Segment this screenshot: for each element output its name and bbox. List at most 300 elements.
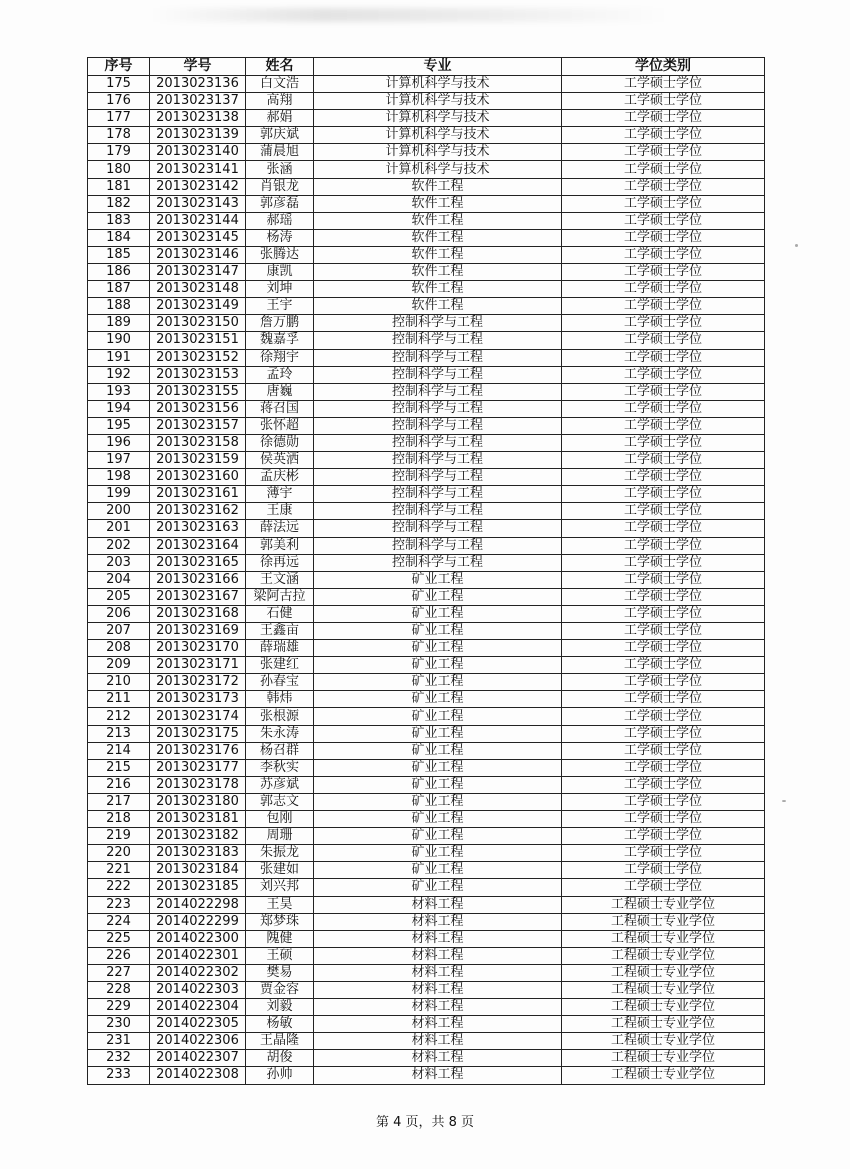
table-row [88,212,765,229]
table-row [88,93,765,110]
cell-degree-type: 工学硕士学位 [562,862,765,879]
cell-name: 胡俊 [246,1050,314,1067]
cell-student-id: 2014022299 [150,913,246,930]
table-row [88,537,765,554]
cell-serial: 195 [88,417,150,434]
cell-degree-type: 工学硕士学位 [562,161,765,178]
cell-major: 矿业工程 [314,605,562,622]
cell-student-id: 2013023173 [150,691,246,708]
table-row [88,469,765,486]
table-row [88,657,765,674]
cell-major: 控制科学与工程 [314,486,562,503]
table-row [88,349,765,366]
cell-name: 张建如 [246,862,314,879]
cell-student-id: 2013023149 [150,298,246,315]
table-row [88,400,765,417]
cell-degree-type: 工程硕士专业学位 [562,981,765,998]
cell-major: 材料工程 [314,1033,562,1050]
cell-degree-type: 工学硕士学位 [562,674,765,691]
cell-name: 郭志文 [246,793,314,810]
cell-student-id: 2014022303 [150,981,246,998]
cell-major: 矿业工程 [314,828,562,845]
cell-serial: 222 [88,879,150,896]
cell-serial: 207 [88,623,150,640]
cell-student-id: 2013023166 [150,571,246,588]
cell-major: 矿业工程 [314,742,562,759]
cell-degree-type: 工程硕士专业学位 [562,896,765,913]
cell-degree-type: 工程硕士专业学位 [562,1016,765,1033]
cell-name: 康凯 [246,264,314,281]
cell-name: 薛瑞雄 [246,640,314,657]
cell-serial: 226 [88,947,150,964]
cell-name: 蒲晨旭 [246,144,314,161]
cell-serial: 204 [88,571,150,588]
cell-name: 苏彦斌 [246,776,314,793]
cell-major: 材料工程 [314,947,562,964]
table-row [88,691,765,708]
cell-degree-type: 工学硕士学位 [562,537,765,554]
cell-name: 朱永涛 [246,725,314,742]
cell-degree-type: 工学硕士学位 [562,349,765,366]
cell-degree-type: 工学硕士学位 [562,588,765,605]
cell-degree-type: 工学硕士学位 [562,144,765,161]
cell-name: 王宇 [246,298,314,315]
scan-artifact [150,8,670,22]
table-row [88,640,765,657]
cell-serial: 200 [88,503,150,520]
table-row [88,1033,765,1050]
cell-name: 朱振龙 [246,845,314,862]
table-header-row [88,58,765,76]
cell-name: 郝瑶 [246,212,314,229]
cell-major: 材料工程 [314,1050,562,1067]
cell-major: 计算机科学与技术 [314,110,562,127]
cell-major: 矿业工程 [314,862,562,879]
table-row [88,896,765,913]
cell-degree-type: 工学硕士学位 [562,383,765,400]
cell-name: 樊易 [246,964,314,981]
cell-major: 矿业工程 [314,623,562,640]
cell-serial: 205 [88,588,150,605]
cell-degree-type: 工程硕士专业学位 [562,1050,765,1067]
table-row [88,999,765,1016]
cell-major: 矿业工程 [314,640,562,657]
cell-degree-type: 工学硕士学位 [562,332,765,349]
cell-degree-type: 工学硕士学位 [562,845,765,862]
table-row [88,605,765,622]
cell-serial: 182 [88,195,150,212]
cell-major: 矿业工程 [314,793,562,810]
table-row [88,554,765,571]
table-row [88,486,765,503]
cell-student-id: 2014022306 [150,1033,246,1050]
cell-name: 孟庆彬 [246,469,314,486]
cell-major: 计算机科学与技术 [314,144,562,161]
cell-name: 张涵 [246,161,314,178]
cell-name: 郭庆斌 [246,127,314,144]
table-row [88,913,765,930]
cell-name: 徐德勋 [246,434,314,451]
cell-major: 矿业工程 [314,691,562,708]
cell-major: 软件工程 [314,246,562,263]
scan-speck [782,800,786,802]
cell-degree-type: 工学硕士学位 [562,315,765,332]
table-row [88,1016,765,1033]
cell-serial: 209 [88,657,150,674]
cell-student-id: 2013023168 [150,605,246,622]
cell-serial: 219 [88,828,150,845]
cell-student-id: 2014022307 [150,1050,246,1067]
cell-degree-type: 工学硕士学位 [562,776,765,793]
cell-degree-type: 工学硕士学位 [562,691,765,708]
table-row [88,845,765,862]
cell-student-id: 2013023151 [150,332,246,349]
cell-major: 控制科学与工程 [314,400,562,417]
cell-student-id: 2013023163 [150,520,246,537]
cell-serial: 212 [88,708,150,725]
cell-name: 张建红 [246,657,314,674]
cell-serial: 178 [88,127,150,144]
cell-student-id: 2013023174 [150,708,246,725]
cell-name: 王硕 [246,947,314,964]
cell-degree-type: 工学硕士学位 [562,400,765,417]
table-row [88,674,765,691]
cell-name: 孟玲 [246,366,314,383]
cell-major: 软件工程 [314,298,562,315]
cell-student-id: 2013023165 [150,554,246,571]
table-row [88,725,765,742]
cell-serial: 218 [88,811,150,828]
cell-name: 魏嘉孚 [246,332,314,349]
cell-major: 矿业工程 [314,725,562,742]
table-row [88,144,765,161]
cell-student-id: 2013023145 [150,229,246,246]
cell-student-id: 2013023181 [150,811,246,828]
cell-serial: 233 [88,1067,150,1084]
cell-student-id: 2013023152 [150,349,246,366]
cell-serial: 179 [88,144,150,161]
table-row [88,1067,765,1084]
cell-major: 控制科学与工程 [314,537,562,554]
cell-degree-type: 工学硕士学位 [562,520,765,537]
cell-student-id: 2013023161 [150,486,246,503]
cell-major: 计算机科学与技术 [314,93,562,110]
cell-student-id: 2013023148 [150,281,246,298]
cell-student-id: 2013023143 [150,195,246,212]
cell-major: 矿业工程 [314,588,562,605]
cell-name: 郭彦磊 [246,195,314,212]
cell-major: 控制科学与工程 [314,315,562,332]
cell-name: 王鑫亩 [246,623,314,640]
table-row [88,161,765,178]
cell-degree-type: 工程硕士专业学位 [562,930,765,947]
cell-serial: 214 [88,742,150,759]
cell-serial: 191 [88,349,150,366]
cell-degree-type: 工学硕士学位 [562,366,765,383]
cell-name: 徐翔宇 [246,349,314,366]
table-row [88,366,765,383]
cell-degree-type: 工学硕士学位 [562,828,765,845]
table-row [88,110,765,127]
cell-degree-type: 工学硕士学位 [562,759,765,776]
cell-serial: 224 [88,913,150,930]
cell-name: 杨涛 [246,229,314,246]
table-row [88,981,765,998]
table-row [88,879,765,896]
cell-name: 孙春宝 [246,674,314,691]
table-row [88,930,765,947]
table-row [88,383,765,400]
cell-major: 软件工程 [314,195,562,212]
cell-major: 计算机科学与技术 [314,76,562,93]
cell-serial: 220 [88,845,150,862]
table-row [88,964,765,981]
cell-serial: 229 [88,999,150,1016]
cell-name: 王晶隆 [246,1033,314,1050]
table-row [88,1050,765,1067]
cell-student-id: 2014022301 [150,947,246,964]
table-row [88,434,765,451]
cell-degree-type: 工学硕士学位 [562,793,765,810]
cell-student-id: 2013023176 [150,742,246,759]
cell-name: 杨敏 [246,1016,314,1033]
cell-degree-type: 工学硕士学位 [562,264,765,281]
cell-serial: 217 [88,793,150,810]
cell-name: 刘兴邦 [246,879,314,896]
cell-student-id: 2014022298 [150,896,246,913]
cell-major: 软件工程 [314,229,562,246]
cell-degree-type: 工学硕士学位 [562,486,765,503]
cell-name: 薛法远 [246,520,314,537]
cell-serial: 183 [88,212,150,229]
table-row [88,195,765,212]
cell-student-id: 2013023162 [150,503,246,520]
cell-major: 控制科学与工程 [314,503,562,520]
page-number: 第 4 页，共 8 页 [375,1115,475,1130]
cell-name: 白文浩 [246,76,314,93]
cell-major: 材料工程 [314,1067,562,1084]
cell-major: 控制科学与工程 [314,383,562,400]
cell-serial: 206 [88,605,150,622]
cell-student-id: 2014022308 [150,1067,246,1084]
cell-name: 侯英洒 [246,452,314,469]
table-row [88,246,765,263]
cell-serial: 197 [88,452,150,469]
cell-name: 石健 [246,605,314,622]
cell-name: 徐再远 [246,554,314,571]
table-row [88,571,765,588]
table-row [88,76,765,93]
cell-major: 控制科学与工程 [314,469,562,486]
cell-major: 计算机科学与技术 [314,161,562,178]
table-row [88,520,765,537]
cell-student-id: 2013023150 [150,315,246,332]
cell-name: 孙帅 [246,1067,314,1084]
cell-major: 矿业工程 [314,708,562,725]
cell-student-id: 2013023159 [150,452,246,469]
cell-student-id: 2013023164 [150,537,246,554]
cell-student-id: 2013023140 [150,144,246,161]
cell-degree-type: 工学硕士学位 [562,503,765,520]
table-row [88,947,765,964]
table-row [88,127,765,144]
cell-serial: 210 [88,674,150,691]
cell-degree-type: 工学硕士学位 [562,708,765,725]
table-row [88,811,765,828]
cell-name: 梁阿古拉 [246,588,314,605]
table-row [88,332,765,349]
cell-degree-type: 工学硕士学位 [562,640,765,657]
cell-student-id: 2013023167 [150,588,246,605]
cell-name: 李秋实 [246,759,314,776]
cell-major: 控制科学与工程 [314,434,562,451]
cell-serial: 227 [88,964,150,981]
degree-list-table [87,57,765,1085]
cell-degree-type: 工学硕士学位 [562,76,765,93]
table-row [88,315,765,332]
cell-degree-type: 工学硕士学位 [562,742,765,759]
cell-serial: 225 [88,930,150,947]
cell-degree-type: 工学硕士学位 [562,725,765,742]
cell-student-id: 2013023180 [150,793,246,810]
table-row [88,452,765,469]
cell-name: 刘毅 [246,999,314,1016]
cell-major: 材料工程 [314,1016,562,1033]
cell-student-id: 2014022305 [150,1016,246,1033]
cell-degree-type: 工学硕士学位 [562,879,765,896]
cell-name: 高翔 [246,93,314,110]
cell-name: 刘坤 [246,281,314,298]
cell-degree-type: 工学硕士学位 [562,605,765,622]
cell-degree-type: 工学硕士学位 [562,657,765,674]
cell-name: 郝娟 [246,110,314,127]
cell-student-id: 2013023138 [150,110,246,127]
cell-major: 矿业工程 [314,879,562,896]
cell-serial: 228 [88,981,150,998]
table-row [88,623,765,640]
header-student-id: 学号 [150,58,246,76]
cell-degree-type: 工学硕士学位 [562,434,765,451]
cell-name: 薄宇 [246,486,314,503]
cell-name: 唐巍 [246,383,314,400]
cell-name: 肖银龙 [246,178,314,195]
cell-student-id: 2013023146 [150,246,246,263]
cell-serial: 184 [88,229,150,246]
header-serial: 序号 [88,58,150,76]
cell-major: 计算机科学与技术 [314,127,562,144]
table-row [88,776,765,793]
table-row [88,503,765,520]
cell-student-id: 2013023177 [150,759,246,776]
cell-serial: 213 [88,725,150,742]
cell-name: 韩炜 [246,691,314,708]
cell-student-id: 2013023160 [150,469,246,486]
header-name: 姓名 [246,58,314,76]
cell-major: 软件工程 [314,264,562,281]
cell-name: 贾金容 [246,981,314,998]
cell-degree-type: 工程硕士专业学位 [562,1033,765,1050]
cell-student-id: 2013023137 [150,93,246,110]
cell-student-id: 2014022304 [150,999,246,1016]
table-row [88,708,765,725]
cell-student-id: 2013023157 [150,417,246,434]
cell-name: 王康 [246,503,314,520]
cell-major: 矿业工程 [314,811,562,828]
cell-major: 软件工程 [314,178,562,195]
cell-degree-type: 工学硕士学位 [562,195,765,212]
table-body [88,76,765,1085]
table-row [88,264,765,281]
cell-major: 材料工程 [314,930,562,947]
cell-degree-type: 工学硕士学位 [562,229,765,246]
cell-serial: 186 [88,264,150,281]
cell-serial: 177 [88,110,150,127]
cell-student-id: 2013023153 [150,366,246,383]
cell-major: 控制科学与工程 [314,366,562,383]
cell-degree-type: 工学硕士学位 [562,212,765,229]
cell-major: 控制科学与工程 [314,349,562,366]
cell-student-id: 2013023170 [150,640,246,657]
header-degree-type: 学位类别 [562,58,765,76]
cell-degree-type: 工程硕士专业学位 [562,1067,765,1084]
cell-serial: 175 [88,76,150,93]
cell-serial: 180 [88,161,150,178]
cell-serial: 187 [88,281,150,298]
cell-student-id: 2013023182 [150,828,246,845]
table-row [88,862,765,879]
cell-name: 包刚 [246,811,314,828]
cell-serial: 192 [88,366,150,383]
cell-major: 材料工程 [314,913,562,930]
cell-student-id: 2013023139 [150,127,246,144]
cell-student-id: 2013023155 [150,383,246,400]
cell-student-id: 2013023171 [150,657,246,674]
cell-degree-type: 工学硕士学位 [562,554,765,571]
cell-name: 郭美利 [246,537,314,554]
cell-student-id: 2013023169 [150,623,246,640]
cell-serial: 216 [88,776,150,793]
cell-degree-type: 工学硕士学位 [562,417,765,434]
table-row [88,828,765,845]
cell-serial: 194 [88,400,150,417]
cell-serial: 201 [88,520,150,537]
table-row [88,229,765,246]
cell-student-id: 2013023156 [150,400,246,417]
cell-degree-type: 工学硕士学位 [562,623,765,640]
cell-student-id: 2013023175 [150,725,246,742]
cell-student-id: 2013023147 [150,264,246,281]
cell-student-id: 2013023178 [150,776,246,793]
cell-name: 王文涵 [246,571,314,588]
cell-major: 矿业工程 [314,845,562,862]
scan-speck [795,244,798,247]
cell-serial: 202 [88,537,150,554]
cell-major: 矿业工程 [314,657,562,674]
cell-degree-type: 工程硕士专业学位 [562,913,765,930]
cell-degree-type: 工学硕士学位 [562,93,765,110]
cell-name: 杨召群 [246,742,314,759]
cell-student-id: 2013023185 [150,879,246,896]
cell-major: 控制科学与工程 [314,554,562,571]
cell-name: 蒋召国 [246,400,314,417]
cell-serial: 198 [88,469,150,486]
cell-degree-type: 工学硕士学位 [562,281,765,298]
cell-major: 软件工程 [314,281,562,298]
cell-major: 软件工程 [314,212,562,229]
cell-serial: 199 [88,486,150,503]
table-row [88,793,765,810]
cell-student-id: 2014022300 [150,930,246,947]
